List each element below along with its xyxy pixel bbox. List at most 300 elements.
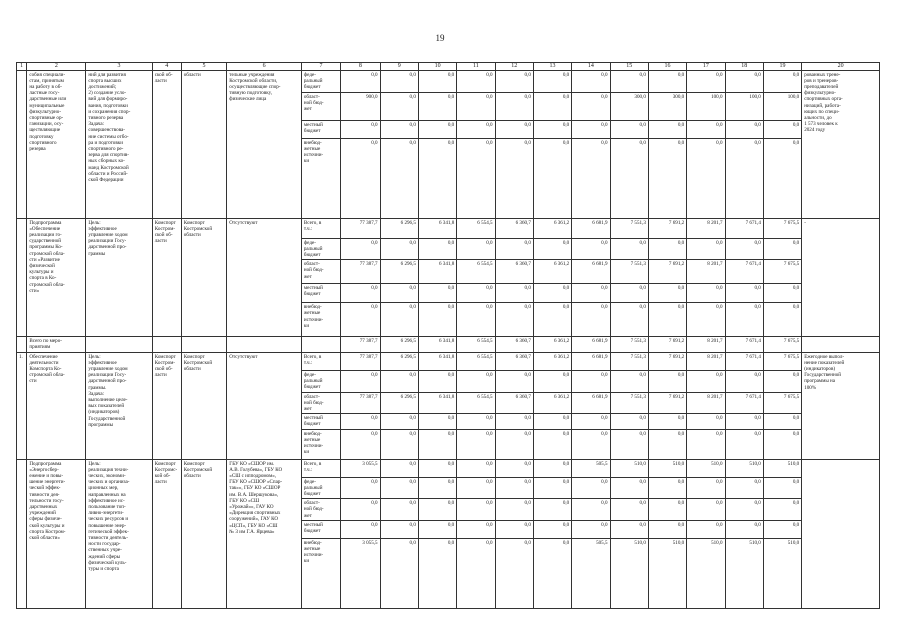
column-header: 14 — [572, 63, 610, 71]
column-header: 15 — [610, 63, 648, 71]
column-header: 3 — [86, 63, 152, 71]
amount-cell: 6 296,5 — [380, 392, 418, 414]
amount-cell: 0,0 — [648, 120, 686, 138]
amount-cell: 7 675,5 — [763, 392, 801, 414]
executor: области — [181, 70, 227, 218]
coordinator: ской об- ласти — [152, 70, 181, 218]
amount-cell: 0,0 — [725, 138, 763, 218]
header-row — [17, 63, 880, 71]
amount-cell: 6 360,7 — [495, 260, 533, 284]
amount-cell: 0,0 — [763, 477, 801, 499]
expected-result: Ежегодное выпол- нение показателей (индикаторов) Государственной программы на 100% — [802, 352, 880, 459]
amount-cell: 0,0 — [457, 459, 495, 477]
coordinator: Комспорт Костром- ской об- ласти — [152, 352, 181, 459]
funding-source: феде- ральный бюджет — [301, 70, 340, 92]
amount-cell: 0,0 — [380, 414, 418, 429]
amount-cell: 0,0 — [533, 303, 571, 337]
amount-cell: 0,0 — [725, 370, 763, 392]
expected-result: - — [802, 218, 880, 337]
amount-cell: 0,0 — [418, 459, 456, 477]
amount-cell: 100,0 — [763, 92, 801, 120]
amount-cell: 7 691,2 — [648, 218, 686, 238]
amount-cell: 7 551,3 — [610, 260, 648, 284]
amount-cell: 6 360,7 — [495, 337, 533, 352]
amount-cell: 0,0 — [457, 284, 495, 303]
amount-cell: 7 671,4 — [725, 260, 763, 284]
amount-cell: 0,0 — [763, 414, 801, 429]
amount-cell: 0,0 — [687, 499, 725, 521]
amount-cell: 0,0 — [533, 70, 571, 92]
amount-cell: 0,0 — [610, 520, 648, 538]
amount-cell: 8 201,7 — [687, 352, 725, 370]
column-header: 20 — [802, 63, 880, 71]
amount-cell: 0,0 — [418, 370, 456, 392]
amount-cell: 0,0 — [457, 414, 495, 429]
amount-cell: 0,0 — [725, 477, 763, 499]
amount-cell: 510,0 — [763, 459, 801, 477]
amount-cell: 0,0 — [687, 429, 725, 459]
amount-cell: 7 671,4 — [725, 392, 763, 414]
column-header: 4 — [152, 63, 181, 71]
amount-cell: 0,0 — [572, 370, 610, 392]
amount-cell: 0,0 — [418, 414, 456, 429]
amount-cell: 0,0 — [610, 477, 648, 499]
amount-cell: 8 201,7 — [687, 218, 725, 238]
amount-cell: 0,0 — [495, 92, 533, 120]
funding-source: внебюд- жетные источни- ки — [301, 538, 340, 608]
measure-name: Подпрограмма «Обеспечение реализации го- сударственной программы Ко- стромской обла- сти «Развитие физической культуры и спорта в Ко- стромской обла- сти» — [27, 218, 86, 337]
amount-cell: 0,0 — [687, 238, 725, 260]
amount-cell: 0,0 — [380, 303, 418, 337]
amount-cell: 0,0 — [610, 70, 648, 92]
amount-cell: 6 361,2 — [533, 352, 571, 370]
amount-cell: 510,0 — [687, 538, 725, 608]
table-row — [17, 459, 880, 477]
amount-cell: 0,0 — [418, 238, 456, 260]
amount-cell: 6 361,2 — [533, 260, 571, 284]
amount-cell: 0,0 — [380, 429, 418, 459]
amount-cell: 0,0 — [725, 238, 763, 260]
column-header: 7 — [301, 63, 340, 71]
amount-cell: 0,0 — [341, 70, 380, 92]
amount-cell: 77 387,7 — [341, 260, 380, 284]
amount-cell: 100,0 — [725, 92, 763, 120]
amount-cell: 0,0 — [457, 520, 495, 538]
amount-cell: 6 554,5 — [457, 352, 495, 370]
column-header: 19 — [763, 63, 801, 71]
amount-cell: 7 675,5 — [763, 337, 801, 352]
amount-cell: 0,0 — [495, 138, 533, 218]
funding-source: внебюд- жетные источни- ки — [301, 303, 340, 337]
amount-cell: 510,0 — [763, 538, 801, 608]
amount-cell: 8 201,7 — [687, 260, 725, 284]
amount-cell: 0,0 — [341, 414, 380, 429]
amount-cell: 0,0 — [495, 538, 533, 608]
amount-cell: 0,0 — [763, 238, 801, 260]
amount-cell: 0,0 — [457, 138, 495, 218]
empty-cell — [86, 337, 152, 352]
coordinator: Комспорт Костром- ской об- ласти — [152, 218, 181, 337]
amount-cell: 0,0 — [380, 138, 418, 218]
row-number — [17, 70, 27, 218]
amount-cell: 0,0 — [418, 303, 456, 337]
amount-cell: 0,0 — [380, 92, 418, 120]
amount-cell: 0,0 — [533, 459, 571, 477]
row-number: 1. — [17, 352, 27, 459]
amount-cell: 7 671,4 — [725, 337, 763, 352]
amount-cell: 77 387,7 — [341, 352, 380, 370]
amount-cell: 0,0 — [610, 120, 648, 138]
amount-cell: 0,0 — [380, 459, 418, 477]
amount-cell: 0,0 — [648, 414, 686, 429]
amount-cell: 0,0 — [495, 520, 533, 538]
amount-cell: 0,0 — [495, 120, 533, 138]
executor: Комспорт Костромской области — [181, 218, 227, 337]
amount-cell: 0,0 — [533, 120, 571, 138]
amount-cell: 3 055,5 — [341, 459, 380, 477]
amount-cell: 0,0 — [495, 429, 533, 459]
amount-cell: 510,0 — [687, 459, 725, 477]
amount-cell: 0,0 — [457, 499, 495, 521]
column-header: 18 — [725, 63, 763, 71]
amount-cell: 0,0 — [457, 538, 495, 608]
amount-cell: 0,0 — [457, 303, 495, 337]
amount-cell: 0,0 — [763, 520, 801, 538]
amount-cell: 0,0 — [648, 284, 686, 303]
amount-cell: 510,0 — [610, 538, 648, 608]
amount-cell: 0,0 — [495, 499, 533, 521]
amount-cell: 77 387,7 — [341, 218, 380, 238]
amount-cell: 6 361,2 — [533, 337, 571, 352]
amount-cell: 0,0 — [687, 70, 725, 92]
participants: Отсутствуют — [227, 352, 302, 459]
funding-source: местный бюджет — [301, 120, 340, 138]
amount-cell: 0,0 — [380, 499, 418, 521]
amount-cell: 6 554,5 — [457, 337, 495, 352]
amount-cell: 100,0 — [687, 92, 725, 120]
funding-source: феде- ральный бюджет — [301, 238, 340, 260]
amount-cell: 0,0 — [495, 284, 533, 303]
amount-cell: 0,0 — [648, 370, 686, 392]
amount-cell: 77 387,7 — [341, 337, 380, 352]
amount-cell: 0,0 — [495, 477, 533, 499]
amount-cell: 0,0 — [572, 92, 610, 120]
empty-cell — [181, 337, 227, 352]
amount-cell: 0,0 — [380, 284, 418, 303]
amount-cell: 0,0 — [495, 414, 533, 429]
participants: Отсутствуют — [227, 218, 302, 337]
amount-cell: 0,0 — [341, 138, 380, 218]
amount-cell: 0,0 — [648, 477, 686, 499]
row-number — [17, 459, 27, 608]
amount-cell: 0,0 — [341, 284, 380, 303]
amount-cell: 0,0 — [725, 414, 763, 429]
amount-cell: 7 551,3 — [610, 392, 648, 414]
amount-cell: 0,0 — [610, 429, 648, 459]
column-header: 5 — [181, 63, 227, 71]
amount-cell: 7 671,4 — [725, 218, 763, 238]
amount-cell: 0,0 — [687, 120, 725, 138]
goal-text: Цель: реализация техни- ческих, экономи- ческих и организа- ционных мер, направленных на эффективное ис- пользование топ- ливно-энергети- ческих ресурсов и повышение энер- гетической эффек- тивности деятель- ности государ- ственных учре- ждений сферы физической куль- туры и спорта — [86, 459, 152, 608]
amount-cell: 0,0 — [418, 70, 456, 92]
amount-cell: 0,0 — [380, 538, 418, 608]
amount-cell: 300,0 — [648, 92, 686, 120]
column-header: 13 — [533, 63, 571, 71]
amount-cell: 505,5 — [572, 538, 610, 608]
amount-cell: 0,0 — [495, 238, 533, 260]
participants: ГБУ КО «СШОР им. А.В. Голубева», ГБУ КО «СШ с ипподромом», ГБУ КО «СШОР «Спар- так»», ГБУ КО «СШОР им. В.А. Шершукова», ГБУ КО «СШ «Урожай»», ГАУ КО «Дирекция спортивных сооружений», ГАУ КО «ЦСП», ГБУ КО «СШ № 3 им Г.А. Ярцева» — [227, 459, 302, 608]
column-header: 17 — [687, 63, 725, 71]
funding-source: област- ной бюд- жет — [301, 260, 340, 284]
row-number — [17, 337, 27, 352]
amount-cell: 0,0 — [533, 429, 571, 459]
amount-cell: 0,0 — [572, 303, 610, 337]
measure-name: собия специали- стам, принятым на работу в об- ластные госу- дарственные или муниципальные физкультурно- спортивные ор- ганизации, осу- ществляющие подготовку спортивного резерва — [27, 70, 86, 218]
amount-cell: 6 296,5 — [380, 218, 418, 238]
total-label: Всего по меро- приятиям — [27, 337, 86, 352]
goal-text: Цель: эффективное управление ходом реализации Госу- дарственной про- граммы. Задача: выполнение целе- вых показателей (индикаторов) Государственной программы — [86, 352, 152, 459]
amount-cell: 0,0 — [763, 429, 801, 459]
measure-name: Подпрограмма «Энергосбер- ежение и повы- шение энергети- ческой эффек- тивности дея- тельности госу- дарственных учреждений сферы физиче- ской культуры и спорта Костром- ской области» — [27, 459, 86, 608]
amount-cell: 0,0 — [687, 414, 725, 429]
amount-cell: 6 681,9 — [572, 260, 610, 284]
amount-cell: 510,0 — [648, 538, 686, 608]
empty-cell — [152, 337, 181, 352]
expected-result: рованных трене- ров и тренеров- преподавателей физкультурно- спортивных орга- низаций, работа- ющих по специ- альности, до 1 573 человек к 2024 году — [802, 70, 880, 218]
amount-cell: 0,0 — [341, 370, 380, 392]
amount-cell: 0,0 — [418, 92, 456, 120]
measure-name: Обеспечение деятельности Комспорта Ко- стромской обла- сти — [27, 352, 86, 459]
amount-cell: 7 671,4 — [725, 352, 763, 370]
amount-cell: 6 360,7 — [495, 392, 533, 414]
amount-cell: 0,0 — [341, 429, 380, 459]
amount-cell: 0,0 — [687, 284, 725, 303]
amount-cell: 0,0 — [648, 138, 686, 218]
amount-cell: 0,0 — [725, 284, 763, 303]
funding-source: местный бюджет — [301, 520, 340, 538]
amount-cell: 0,0 — [495, 303, 533, 337]
amount-cell: 0,0 — [495, 370, 533, 392]
participants: тельные учреждения Костромской области, осуществляющие спор- тивную подготовку, физические лица — [227, 70, 302, 218]
funding-source: област- ной бюд- жет — [301, 392, 340, 414]
column-header: 16 — [648, 63, 686, 71]
amount-cell: 0,0 — [725, 303, 763, 337]
table-row — [17, 70, 880, 92]
amount-cell: 0,0 — [533, 499, 571, 521]
funding-source: феде- ральный бюджет — [301, 370, 340, 392]
amount-cell: 0,0 — [533, 520, 571, 538]
amount-cell: 77 387,7 — [341, 392, 380, 414]
amount-cell: 6 554,5 — [457, 260, 495, 284]
page-number: 19 — [435, 33, 445, 43]
coordinator: Комспорт Костромс- кой об- ласти — [152, 459, 181, 608]
amount-cell: 0,0 — [380, 238, 418, 260]
amount-cell: 510,0 — [725, 459, 763, 477]
amount-cell: 0,0 — [380, 370, 418, 392]
amount-cell: 6 681,9 — [572, 218, 610, 238]
funding-source: Всего, в т.ч.: — [301, 218, 340, 238]
amount-cell: 6 341,8 — [418, 352, 456, 370]
amount-cell: 6 361,2 — [533, 218, 571, 238]
amount-cell: 6 554,5 — [457, 218, 495, 238]
amount-cell: 0,0 — [533, 92, 571, 120]
table-row — [17, 218, 880, 238]
amount-cell: 0,0 — [380, 120, 418, 138]
amount-cell: 0,0 — [763, 70, 801, 92]
amount-cell: 510,0 — [610, 459, 648, 477]
amount-cell: 0,0 — [572, 499, 610, 521]
amount-cell: 0,0 — [418, 477, 456, 499]
amount-cell: 0,0 — [648, 520, 686, 538]
amount-cell: 8 201,7 — [687, 392, 725, 414]
amount-cell: 0,0 — [610, 138, 648, 218]
column-header: 1 — [17, 63, 27, 71]
funding-source: местный бюджет — [301, 284, 340, 303]
executor: Комспорт Костромской области — [181, 352, 227, 459]
amount-cell: 0,0 — [610, 303, 648, 337]
column-header: 8 — [341, 63, 380, 71]
amount-cell: 0,0 — [610, 370, 648, 392]
amount-cell: 0,0 — [687, 520, 725, 538]
amount-cell: 6 681,9 — [572, 352, 610, 370]
amount-cell: 0,0 — [533, 370, 571, 392]
amount-cell: 6 341,8 — [418, 392, 456, 414]
amount-cell: 0,0 — [341, 120, 380, 138]
amount-cell: 0,0 — [572, 238, 610, 260]
amount-cell: 0,0 — [572, 477, 610, 499]
amount-cell: 510,0 — [725, 538, 763, 608]
funding-source: област- ной бюд- жет — [301, 92, 340, 120]
amount-cell: 0,0 — [725, 520, 763, 538]
column-header: 6 — [227, 63, 302, 71]
amount-cell: 0,0 — [763, 138, 801, 218]
amount-cell: 6 360,7 — [495, 218, 533, 238]
column-header: 10 — [418, 63, 456, 71]
amount-cell: 0,0 — [341, 499, 380, 521]
amount-cell: 0,0 — [763, 499, 801, 521]
amount-cell: 0,0 — [418, 284, 456, 303]
amount-cell: 7 551,3 — [610, 218, 648, 238]
amount-cell: 0,0 — [380, 477, 418, 499]
amount-cell: 300,0 — [610, 92, 648, 120]
amount-cell: 0,0 — [341, 303, 380, 337]
funding-source: област- ной бюд- жет — [301, 499, 340, 521]
amount-cell: 0,0 — [572, 70, 610, 92]
amount-cell: 6 361,2 — [533, 392, 571, 414]
goal-text: ний для развития спорта высших достижений; 2) создание усло- вий для формиро- вания, подготовки и сохранения спор- тивного резерва Задача: совершенствова- ние системы отбо- ра и подготовки спортивного ре- зерва для спортив- ных сборных ко- манд Костромской области и Россий- ской Федерации — [86, 70, 152, 218]
amount-cell: 900,0 — [341, 92, 380, 120]
amount-cell: 8 201,7 — [687, 337, 725, 352]
amount-cell: 0,0 — [533, 138, 571, 218]
amount-cell: 7 691,2 — [648, 392, 686, 414]
amount-cell: 0,0 — [648, 499, 686, 521]
amount-cell: 6 341,8 — [418, 260, 456, 284]
amount-cell: 0,0 — [687, 138, 725, 218]
amount-cell: 505,5 — [572, 459, 610, 477]
amount-cell: 0,0 — [572, 429, 610, 459]
expected-result — [802, 459, 880, 608]
empty-cell — [227, 337, 302, 352]
amount-cell: 0,0 — [457, 70, 495, 92]
amount-cell: 7 551,3 — [610, 337, 648, 352]
amount-cell: 0,0 — [572, 520, 610, 538]
funding-source: Всего, в т.ч.: — [301, 459, 340, 477]
amount-cell: 6 681,9 — [572, 392, 610, 414]
amount-cell: 0,0 — [533, 477, 571, 499]
amount-cell: 7 675,5 — [763, 218, 801, 238]
column-header: 2 — [27, 63, 86, 71]
amount-cell: 6 554,5 — [457, 392, 495, 414]
amount-cell: 3 055,5 — [341, 538, 380, 608]
amount-cell: 0,0 — [725, 499, 763, 521]
column-header: 9 — [380, 63, 418, 71]
amount-cell: 7 675,5 — [763, 352, 801, 370]
amount-cell: 0,0 — [610, 414, 648, 429]
amount-cell: 0,0 — [341, 238, 380, 260]
amount-cell: 6 296,5 — [380, 337, 418, 352]
amount-cell: 0,0 — [572, 284, 610, 303]
empty-cell — [802, 337, 880, 352]
column-header: 12 — [495, 63, 533, 71]
empty-cell — [301, 337, 340, 352]
amount-cell: 7 691,2 — [648, 337, 686, 352]
amount-cell: 0,0 — [418, 429, 456, 459]
row-number — [17, 218, 27, 337]
amount-cell: 0,0 — [572, 414, 610, 429]
table-row — [17, 352, 880, 370]
amount-cell: 0,0 — [457, 477, 495, 499]
amount-cell: 0,0 — [495, 459, 533, 477]
amount-cell: 0,0 — [763, 370, 801, 392]
amount-cell: 0,0 — [725, 429, 763, 459]
amount-cell: 6 341,8 — [418, 218, 456, 238]
amount-cell: 0,0 — [418, 520, 456, 538]
amount-cell: 6 296,5 — [380, 352, 418, 370]
total-row — [17, 337, 880, 352]
funding-source: внебюд- жетные источни- ки — [301, 138, 340, 218]
amount-cell: 0,0 — [418, 120, 456, 138]
amount-cell: 0,0 — [533, 238, 571, 260]
amount-cell: 0,0 — [418, 138, 456, 218]
amount-cell: 0,0 — [725, 120, 763, 138]
amount-cell: 7 691,2 — [648, 352, 686, 370]
amount-cell: 510,0 — [648, 459, 686, 477]
amount-cell: 0,0 — [380, 520, 418, 538]
funding-source: местный бюджет — [301, 414, 340, 429]
amount-cell: 0,0 — [572, 120, 610, 138]
amount-cell: 0,0 — [610, 499, 648, 521]
amount-cell: 0,0 — [725, 70, 763, 92]
amount-cell: 0,0 — [648, 429, 686, 459]
amount-cell: 0,0 — [457, 92, 495, 120]
amount-cell: 0,0 — [687, 370, 725, 392]
amount-cell: 6 341,8 — [418, 337, 456, 352]
amount-cell: 0,0 — [763, 303, 801, 337]
column-header: 11 — [457, 63, 495, 71]
amount-cell: 0,0 — [572, 138, 610, 218]
amount-cell: 0,0 — [763, 284, 801, 303]
amount-cell: 0,0 — [648, 303, 686, 337]
amount-cell: 0,0 — [648, 238, 686, 260]
amount-cell: 0,0 — [687, 477, 725, 499]
amount-cell: 7 691,2 — [648, 260, 686, 284]
funding-source: Всего, в т.ч.: — [301, 352, 340, 370]
executor: Комспорт Костромской области — [181, 459, 227, 608]
amount-cell: 0,0 — [610, 284, 648, 303]
amount-cell: 0,0 — [418, 538, 456, 608]
amount-cell: 0,0 — [763, 120, 801, 138]
amount-cell: 0,0 — [341, 520, 380, 538]
